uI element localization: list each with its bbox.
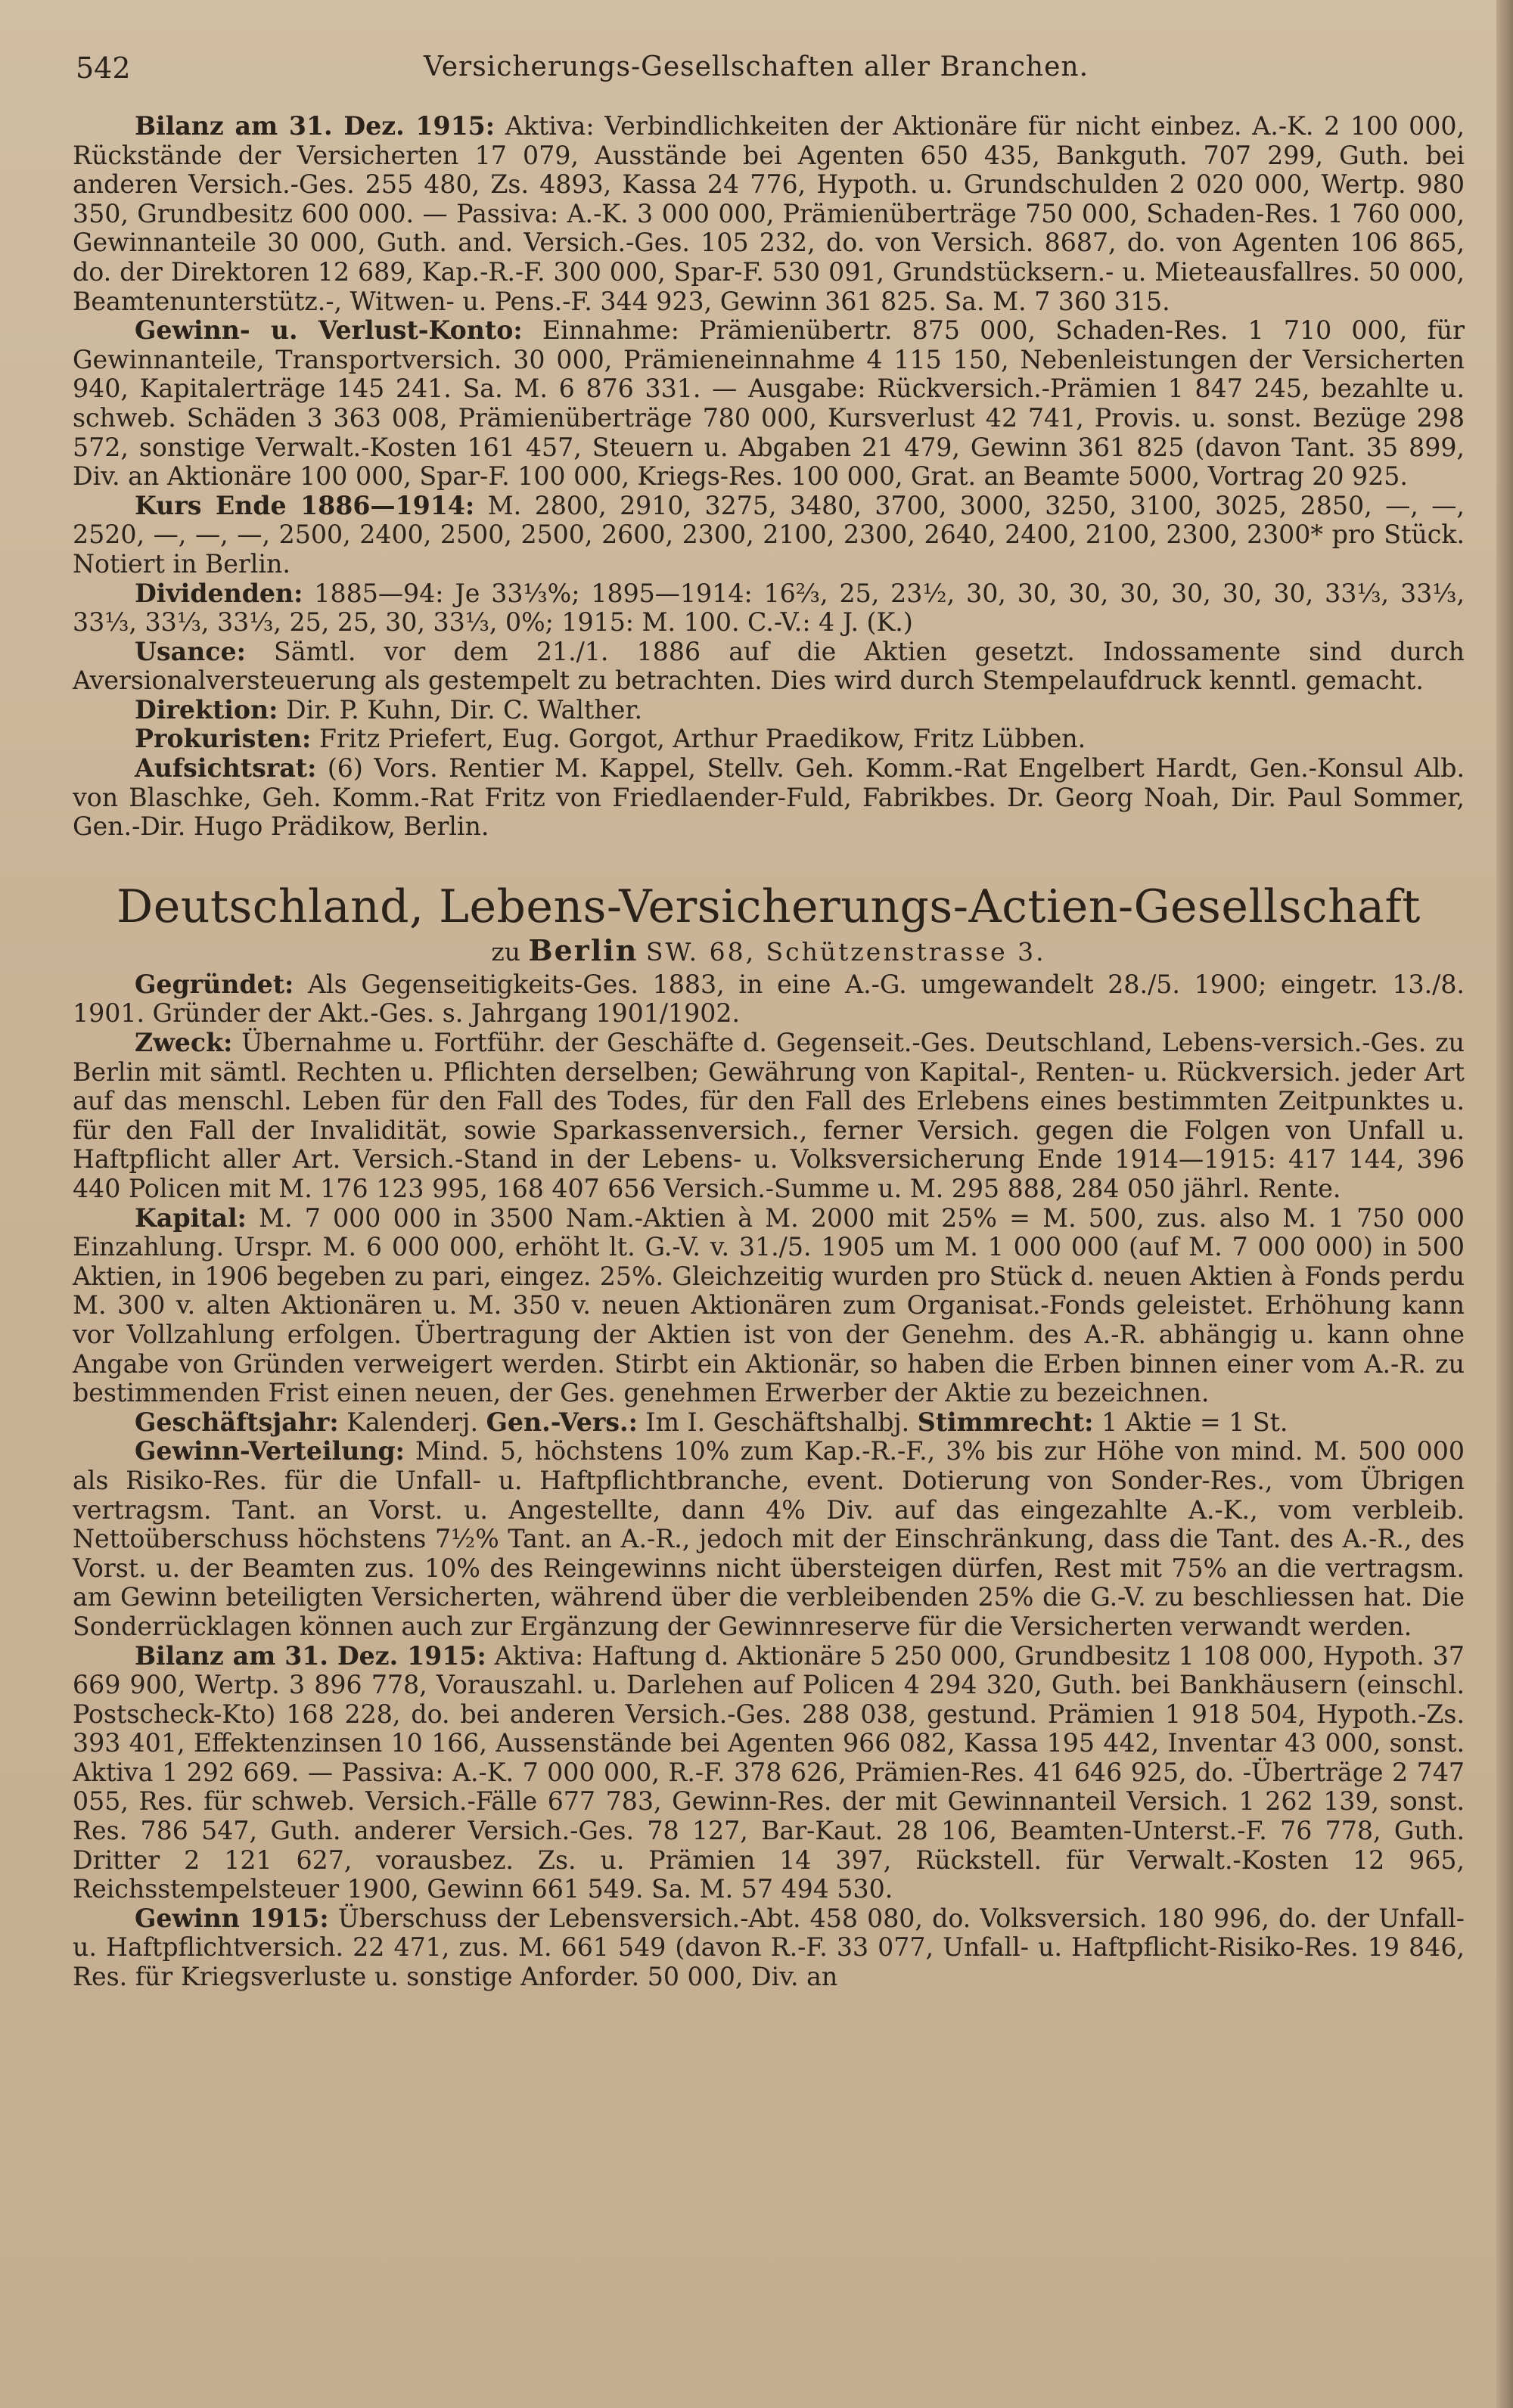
company-city: Berlin <box>528 932 638 967</box>
page-body <box>73 112 1465 1992</box>
page-edge-shadow <box>1496 0 1513 2408</box>
paragraph-label: Gewinn 1915: <box>135 1903 329 1933</box>
paragraph-text: M. 2800, 2910, 3275, 3480, 3700, 3000, 3250, 3100, 3025, 2850, —, —, 2520, —, —, —, 2500, 2400, 2500, 2500, 2600, 2300, 2100, 2300, 2640, 2400, 2100, 2300, 2300* pro Stück. Notiert in Berlin. <box>73 490 1465 579</box>
gewinn-1915-paragraph <box>73 1904 1465 1992</box>
company-street: SW. 68, Schützenstrasse 3. <box>645 936 1046 967</box>
kapital-paragraph <box>73 1204 1465 1408</box>
dividenden-paragraph <box>73 579 1465 638</box>
paragraph-label: Kapital: <box>135 1202 247 1233</box>
paragraph-text: Fritz Priefert, Eug. Gorgot, Arthur Praedikow, Fritz Lübben. <box>311 724 1086 754</box>
paragraph-label: Bilanz am 31. Dez. 1915: <box>135 1640 486 1671</box>
bilanz-paragraph <box>73 112 1465 316</box>
company-title: Deutschland, Lebens-Versicherungs-Actien-Gesellschaft <box>117 880 1421 933</box>
gewinn-verteilung-paragraph <box>73 1437 1465 1641</box>
page-number: 542 <box>76 51 131 85</box>
running-head: Versicherungs-Gesellschaften aller Branchen. <box>424 51 1089 82</box>
prokuristen-paragraph <box>73 725 1465 754</box>
aufsichtsrat-paragraph <box>73 754 1465 842</box>
paragraph-label: Gewinn- u. Verlust-Konto: <box>135 315 523 346</box>
paragraph-text: 1885—94: Je 33⅓%; 1895—1914: 16⅔, 25, 23½, 30, 30, 30, 30, 30, 30, 30, 33⅓, 33⅓, 33⅓, 33⅓, 33⅓, 25, 25, 30, 33⅓, 0%; 1915: M. 100. C.-V.: 4 J. (K.) <box>73 578 1465 638</box>
paragraph-text: Kalenderj. <box>338 1407 486 1437</box>
paragraph-label: Gewinn-Verteilung: <box>135 1436 405 1466</box>
paragraph-text: Im I. Geschäftshalbj. <box>637 1407 918 1437</box>
paragraph-text: Sämtl. vor dem 21./1. 1886 auf die Aktien gesetzt. Indossamente sind durch Aversionalversteuerung als gestempelt zu betrachten. Dies wird durch Stempelaufdruck kenntl. gemacht. <box>73 636 1465 696</box>
paragraph-label: Geschäftsjahr: <box>135 1407 339 1437</box>
gegruendet-paragraph <box>73 970 1465 1029</box>
paragraph-text: 1 Aktie = 1 St. <box>1093 1407 1288 1437</box>
geschaeftsjahr-paragraph <box>73 1408 1465 1438</box>
address-prefix: zu <box>491 936 521 967</box>
paragraph-text: (6) Vors. Rentier M. Kappel, Stellv. Geh. Komm.-Rat Engelbert Hardt, Gen.-Konsul Alb. von Blaschke, Geh. Komm.-Rat Fritz von Friedlaender-Fuld, Fabrikbes. Dr. Georg Noah, Dir. Paul Sommer, Gen.-Dir. Hugo Prädikow, Berlin. <box>73 753 1465 842</box>
paragraph-text: Einnahme: Prämienübertr. 875 000, Schaden-Res. 1 710 000, für Gewinnanteile, Transportversich. 30 000, Prämieneinnahme 4 115 150, Nebenleistungen der Versicherten 940, Kapitalerträge 145 241. Sa. M. 6 876 331. — Ausgabe: Rückversich.-Prämien 1 847 245, bezahlte u. schweb. Schäden 3 363 008, Prämienüberträge 780 000, Kursverlust 42 741, Provis. u. sonst. Bezüge 298 572, sonstige Verwalt.-Kosten 161 457, Steuern u. Abgaben 21 479, Gewinn 361 825 (davon Tant. 35 899, Div. an Aktionäre 100 000, Spar-F. 100 000, Kriegs-Res. 100 000, Grat. an Beamte 5000, Vortrag 20 925. <box>73 315 1465 492</box>
paragraph-label: Kurs Ende 1886—1914: <box>135 490 475 520</box>
direktion-paragraph <box>73 696 1465 725</box>
zweck-paragraph <box>73 1029 1465 1204</box>
bilanz-1915-paragraph <box>73 1642 1465 1904</box>
paragraph-label: Bilanz am 31. Dez. 1915: <box>135 111 496 141</box>
paragraph-label: Direktion: <box>135 694 278 725</box>
paragraph-label: Dividenden: <box>135 578 303 608</box>
paragraph-text: Aktiva: Verbindlichkeiten der Aktionäre für nicht einbez. A.-K. 2 100 000, Rückstände der Versicherten 17 079, Ausstände bei Agenten 650 435, Bankguth. 707 299, Guth. bei anderen Versich.-Ges. 255 480, Zs. 4893, Kassa 24 776, Hypoth. u. Grundschulden 2 020 000, Wertp. 980 350, Grundbesitz 600 000. — Passiva: A.-K. 3 000 000, Prämienüberträge 750 000, Schaden-Res. 1 760 000, Gewinnanteile 30 000, Guth. and. Versich.-Ges. 105 232, do. von Versich. 8687, do. von Agenten 106 865, do. der Direktoren 12 689, Kap.-R.-F. 300 000, Spar-F. 530 091, Grundstücksern.- u. Mieteausfallres. 50 000, Beamtenunterstütz.-, Witwen- u. Pens.-F. 344 923, Gewinn 361 825. Sa. M. 7 360 315. <box>73 111 1465 316</box>
paragraph-label: Gen.-Vers.: <box>486 1407 638 1437</box>
kurs-paragraph <box>73 492 1465 579</box>
paragraph-text: Aktiva: Haftung d. Aktionäre 5 250 000, Grundbesitz 1 108 000, Hypoth. 37 669 900, Wertp. 3 896 778, Vorauszahl. u. Darlehen auf Policen 4 294 320, Guth. bei Bankhäusern (einschl. Postscheck-Kto) 168 228, do. bei anderen Versich.-Ges. 288 038, gestund. Prämien 1 918 504, Hypoth.-Zs. 393 401, Effektenzinsen 10 166, Aussenstände bei Agenten 966 082, Kassa 195 442, Inventar 43 000, sonst. Aktiva 1 292 669. — Passiva: A.-K. 7 000 000, R.-F. 378 626, Prämien-Res. 41 646 925, do. -Überträge 2 747 055, Res. für schweb. Versich.-Fälle 677 783, Gewinn-Res. der mit Gewinnanteil Versich. 1 262 139, sonst. Res. 786 547, Guth. anderer Versich.-Ges. 78 127, Bar-Kaut. 28 106, Beamten-Unterst.-F. 76 778, Guth. Dritter 2 121 627, vorausbez. Zs. u. Prämien 14 397, Rückstell. für Verwalt.-Kosten 12 965, Reichsstempelsteuer 1900, Gewinn 661 549. Sa. M. 57 494 530. <box>73 1640 1465 1904</box>
paragraph-text: M. 7 000 000 in 3500 Nam.-Aktien à M. 2000 mit 25% = M. 500, zus. also M. 1 750 000 Einzahlung. Urspr. M. 6 000 000, erhöht lt. G.-V. v. 31./5. 1905 um M. 1 000 000 (auf M. 7 000 000) in 500 Aktien, in 1906 begeben zu pari, eingez. 25%. Gleichzeitig wurden pro Stück d. neuen Aktien à Fonds perdu M. 300 v. alten Aktionären u. M. 350 v. neuen Aktionären zum Organisat.-Fonds geleistet. Erhöhung kann vor Vollzahlung erfolgen. Übertragung der Aktien ist von der Genehm. des A.-R. abhängig u. kann ohne Angabe von Gründen verweigert werden. Stirbt ein Aktionär, so haben die Erben binnen einer vom A.-R. zu bestimmenden Frist einen neuen, der Ges. genehmen Erwerber der Aktie zu bezeichnen. <box>73 1202 1465 1408</box>
paragraph-text: Dir. P. Kuhn, Dir. C. Walther. <box>278 694 643 725</box>
paragraph-text: Als Gegenseitigkeits-Ges. 1883, in eine A.-G. umgewandelt 28./5. 1900; eingetr. 13./8. 1901. Gründer der Akt.-Ges. s. Jahrgang 1901/1902. <box>73 969 1465 1029</box>
paragraph-text: Überschuss der Lebensversich.-Abt. 458 080, do. Volksversich. 180 996, do. der Unfall- u. Haftpflichtversich. 22 471, zus. M. 661 549 (davon R.-F. 33 077, Unfall- u. Haftpflicht-Risiko-Res. 19 846, Res. für Kriegsverluste u. sonstige Anforder. 50 000, Div. an <box>73 1903 1465 1992</box>
paragraph-label: Gegründet: <box>135 969 294 999</box>
usance-paragraph <box>73 638 1465 696</box>
paragraph-text: Mind. 5, höchstens 10% zum Kap.-R.-F., 3% bis zur Höhe von mind. M. 500 000 als Risiko-Res. für die Unfall- u. Haftpflichtbranche, event. Dotierung von Sonder-Res., vom Übrigen vertragsm. Tant. an Vorst. u. Angestellte, dann 4% Div. auf das eingezahlte A.-K., vom verbleib. Nettoüberschuss höchstens 7½% Tant. an A.-R., jedoch mit der Einschränkung, dass die Tant. des A.-R., des Vorst. u. der Beamten zus. 10% des Reingewinns nicht übersteigen dürfen, Rest mit 75% an die vertragsm. am Gewinn beteiligten Versicherten, während über die verbleibenden 25% die G.-V. zu beschliessen hat. Die Sonderrücklagen können auch zur Ergänzung der Gewinnreserve für die Versicherten verwandt werden. <box>73 1436 1465 1641</box>
company-address <box>73 932 1465 967</box>
gewinn-verlust-paragraph <box>73 316 1465 492</box>
paragraph-label: Usance: <box>135 636 246 666</box>
paragraph-label: Prokuristen: <box>135 724 312 754</box>
paragraph-text: Übernahme u. Fortführ. der Geschäfte d. Gegenseit.-Ges. Deutschland, Lebens-versich.-Ges. zu Berlin mit sämtl. Rechten u. Pflichten derselben; Gewährung von Kapital-, Renten- u. Rückversich. jeder Art auf das menschl. Leben für den Fall des Todes, für den Fall des Erlebens eines bestimmten Zeitpunktes u. für den Fall der Invalidität, sowie Sparkassenversich., ferner Versich. gegen die Folgen von Unfall u. Haftpflicht aller Art. Versich.-Stand in der Lebens- u. Volksversicherung Ende 1914—1915: 417 144, 396 440 Policen mit M. 176 123 995, 168 407 656 Versich.-Summe u. M. 295 888, 284 050 jährl. Rente. <box>73 1028 1465 1203</box>
paragraph-label: Aufsichtsrat: <box>135 753 317 784</box>
paragraph-label: Zweck: <box>135 1028 233 1058</box>
page-header <box>76 45 1452 91</box>
paragraph-label: Stimmrecht: <box>917 1407 1094 1437</box>
